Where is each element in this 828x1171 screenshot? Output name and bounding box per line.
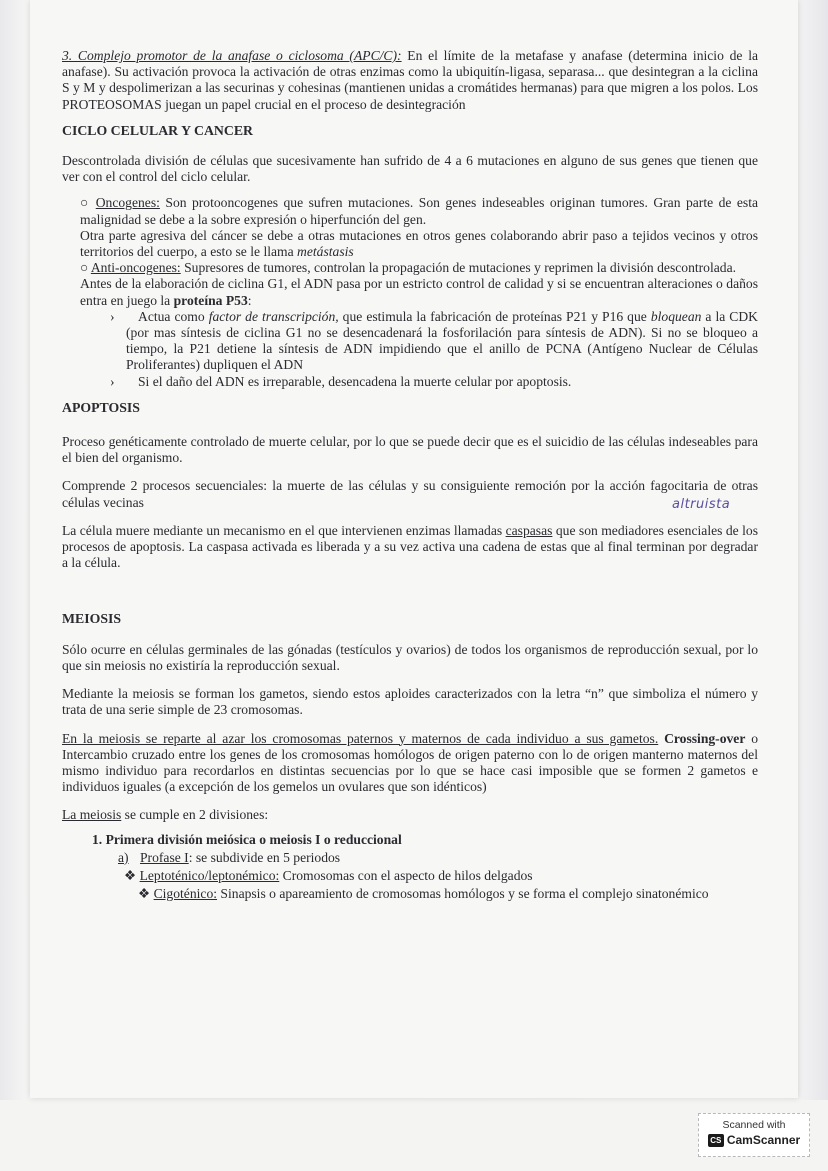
scanned-with-label: Scanned with bbox=[722, 1119, 786, 1131]
meiosis-p3-rest: o Intercambio cruzado entre los genes de los cromosomas homólogos de origen paterno con lo de origen manterno maternos del mismo individuo para recordarlos en distintas secuencias por lo que se hace casi imposible que se formen 2 gametos e individuos iguales (a excepción de los gemelos un ovulares que son idénticos) bbox=[62, 730, 759, 795]
camscanner-name: CamScanner bbox=[726, 1133, 801, 1147]
metastasis-paragraph bbox=[80, 228, 758, 260]
leptotenico-item bbox=[62, 868, 758, 884]
meiosis-p1: Sólo ocurre en células germinales de las gónadas (testículos y ovarios) de todos los organismos de reproducción sexual, por lo que sin meiosis no existiría la reproducción sexual. bbox=[62, 641, 758, 673]
handwritten-note: altruista bbox=[672, 497, 731, 512]
p53-text: Antes de la elaboración de ciclina G1, el ADN pasa por un estricto control de calidad y si se encuentran alteraciones o daños entra en juego la bbox=[80, 276, 758, 308]
meiosis-heading: MEIOSIS bbox=[62, 611, 122, 627]
meiosis-p3-underlined: En la meiosis se reparte al azar los cromosomas paternos y maternos de cada individuo a sus gametos. bbox=[62, 730, 659, 746]
p53-sub-item-1 bbox=[80, 309, 758, 374]
sub1-text-c: a la CDK (por mas síntesis de ciclina G1 no se desencadenará la fosforilación para síntesis de ADN). Si no se bloqueo a tiempo, la P21 detiene la síntesis de ADN impidiendo que el anillo de PCNA (Antígeno Nuclear de Células Proliferantes) dupliquen el ADN bbox=[126, 308, 759, 373]
p53-sub-item-2 bbox=[80, 374, 758, 390]
bullet-circle: ○ bbox=[80, 260, 91, 276]
sub1-text-a: Actua como bbox=[138, 308, 209, 324]
profase-text: : se subdivide en 5 periodos bbox=[188, 849, 341, 865]
arrow-icon: › bbox=[110, 308, 115, 324]
metastasis-word: metástasis bbox=[297, 244, 354, 260]
crossing-over-term: Crossing-over bbox=[658, 730, 746, 746]
bullet-circle: ○ bbox=[80, 195, 96, 211]
arrow-icon: › bbox=[110, 373, 115, 389]
diamond-bullet-icon: ❖ bbox=[124, 867, 140, 883]
oncogenes-label: Oncogenes: bbox=[95, 195, 160, 211]
p53-protein: proteína P53 bbox=[173, 292, 248, 308]
caspasas-term: caspasas bbox=[505, 522, 553, 538]
apoptosis-p3-a: La célula muere mediante un mecanismo en el que intervienen enzimas llamadas bbox=[62, 522, 506, 538]
apoptosis-p3 bbox=[62, 523, 758, 572]
cancer-list bbox=[62, 195, 758, 389]
profase-label: Profase I bbox=[140, 849, 189, 865]
camscanner-watermark bbox=[698, 1113, 810, 1157]
apc-title: 3. Complejo promotor de la anafase o ciclosoma (APC/C): bbox=[62, 48, 402, 63]
apoptosis-p2: Comprende 2 procesos secuenciales: la muerte de las células y su consiguiente remoción por la acción fagocitaria de otras células vecinas bbox=[62, 478, 758, 510]
leptotenico-label: Leptoténico/leptonémico: bbox=[139, 867, 280, 883]
item-a-label: a) bbox=[118, 849, 129, 865]
meiosis-p4 bbox=[62, 807, 758, 823]
cigotenico-text: Sinapsis o apareamiento de cromosomas homólogos y se forma el complejo sinatonémico bbox=[217, 886, 709, 902]
meiosis-p3 bbox=[62, 731, 758, 796]
apoptosis-p1: Proceso genéticamente controlado de muerte celular, por lo que se puede decir que es el suicidio de las células indeseables para el bien del organismo. bbox=[62, 434, 758, 466]
apc-text: En el límite de la metafase y anafase (determina inicio de la anafase). Su activación provoca la activación de otras enzimas como la ubiquitín-ligasa, separasa... que desintegran a la ciclina S y M y despolimerizan a las securinas y cohesinas (mantienen unidas a cromátides hermanas) para que migren a los polos. Los PROTEOSOMAS juegan un papel crucial en el proceso de desintegración bbox=[62, 48, 759, 112]
sub1-italic: factor de transcripción, bbox=[208, 308, 339, 324]
cigotenico-item bbox=[62, 886, 758, 902]
p53-paragraph bbox=[80, 276, 758, 308]
document-content bbox=[62, 48, 758, 904]
anti-oncogenes-label: Anti-oncogenes: bbox=[90, 260, 181, 276]
anti-oncogenes-text: Supresores de tumores, controlan la propagación de mutaciones y reprimen la división descontrolada. bbox=[180, 260, 737, 276]
sub1-italic-2: bloquean bbox=[650, 308, 702, 324]
meiosis-p4-underlined: La meiosis bbox=[62, 807, 122, 823]
oncogenes-text: Son protooncogenes que sufren mutaciones. Son genes indeseables originan tumores. Gran parte de esta malignidad se debe a la sobre expresión o hiperfunción del gen. bbox=[80, 195, 758, 227]
profase-item bbox=[62, 850, 758, 866]
cigotenico-label: Cigoténico: bbox=[153, 886, 218, 902]
camscanner-logo-icon: CS bbox=[708, 1134, 724, 1147]
apoptosis-p3-b: que son mediadores esenciales de los procesos de apoptosis. La caspasa activada es liberada y a su vez activa una cadena de estas que al final terminan por degradar a la célula. bbox=[62, 522, 758, 571]
cancer-intro: Descontrolada división de células que sucesivamente han sufrido de 4 a 6 mutaciones en alguno de sus genes que tienen que ver con el control del ciclo celular. bbox=[62, 153, 758, 185]
sub1-text-b: que estimula la fabricación de proteínas P21 y P16 que bbox=[338, 308, 651, 324]
leptotenico-text: Cromosomas con el aspecto de hilos delgados bbox=[279, 867, 533, 883]
cancer-heading: CICLO CELULAR Y CANCER bbox=[62, 122, 254, 138]
sub2-text: Si el daño del ADN es irreparable, desencadena la muerte celular por apoptosis. bbox=[138, 373, 572, 389]
p53-colon: : bbox=[247, 292, 252, 308]
anti-oncogenes-item bbox=[80, 260, 758, 276]
oncogenes-item bbox=[80, 195, 758, 227]
meiosis-p2: Mediante la meiosis se forman los gametos, siendo estos aploides caracterizados con la letra “n” que simboliza el número y trata de una serie simple de 23 cromosomas. bbox=[62, 686, 758, 718]
spacer bbox=[62, 583, 758, 611]
meiosis-division-1: 1. Primera división meiósica o meiosis I o reduccional bbox=[92, 831, 402, 847]
metastasis-text: Otra parte agresiva del cáncer se debe a otras mutaciones en otros genes colaborando abrir paso a tejidos vecinos y otros territorios del cuerpo, a esto se le llama bbox=[80, 227, 758, 260]
camscanner-brand bbox=[699, 1133, 809, 1147]
meiosis-p4-rest: se cumple en 2 divisiones: bbox=[121, 807, 269, 823]
diamond-bullet-icon: ❖ bbox=[138, 886, 154, 902]
apc-paragraph bbox=[62, 48, 758, 113]
apoptosis-heading: APOPTOSIS bbox=[62, 399, 140, 415]
